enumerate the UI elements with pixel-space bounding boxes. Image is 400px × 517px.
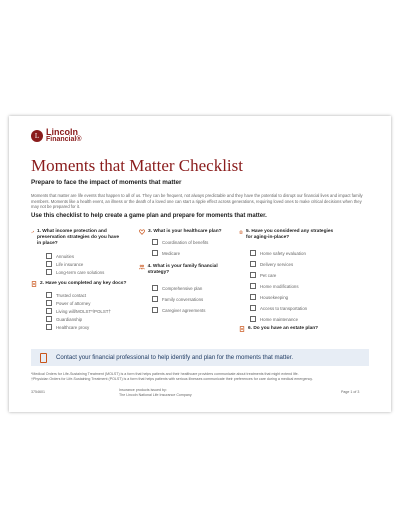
page-title: Moments that Matter Checklist <box>31 156 243 175</box>
checkbox[interactable] <box>46 316 52 322</box>
question-3-label: 3. What is your healthcare plan? <box>148 229 222 234</box>
checkbox[interactable] <box>250 261 256 267</box>
checkbox[interactable] <box>152 307 158 313</box>
option-annuities[interactable]: Annuities <box>46 253 74 259</box>
cta-banner <box>31 349 369 366</box>
option-life-insurance[interactable]: Life insurance <box>46 261 83 267</box>
question-6-label: 6. Do you have an estate plan? <box>248 326 319 331</box>
checkbox[interactable] <box>46 300 52 306</box>
option-home-maintenance[interactable]: Home maintenance <box>250 316 298 322</box>
checkbox[interactable] <box>152 239 158 245</box>
option-medicare[interactable]: Medicare <box>152 250 180 256</box>
house-icon <box>239 229 243 235</box>
question-5 <box>239 229 334 241</box>
brand-wordmark <box>46 128 82 144</box>
question-1 <box>31 229 123 247</box>
question-5-label: 5. Have you considered any strategies for aging-in-place? <box>246 229 334 240</box>
checkbox[interactable] <box>152 296 158 302</box>
question-4 <box>139 264 234 276</box>
checkbox[interactable] <box>46 324 52 330</box>
checklist-lead: Use this checklist to help create a game plan and prepare for moments that matter. <box>31 213 267 219</box>
footnote-molst: *Medical Orders for Life-Sustaining Treatment (MOLST) is a form that helps patients and their healthcare providers communicate about treatments that might extend life. <box>31 372 299 376</box>
people-icon <box>139 264 145 270</box>
cta-text: Contact your financial professional to help identify and plan for the moments that matter. <box>56 354 294 361</box>
footnote-polst: †Physician Orders for Life-Sustaining Treatment (POLST) is a form that helps patients with serious illnesses communicate their preferences for care during a medical emergency. <box>31 377 313 381</box>
option-caregiver-agreements[interactable]: Caregiver agreements <box>152 307 205 313</box>
page-number: Page 1 of 3 <box>341 390 360 394</box>
option-delivery-services[interactable]: Delivery services <box>250 261 293 267</box>
option-trusted-contact[interactable]: Trusted contact <box>46 292 86 298</box>
brand-logo <box>31 128 82 144</box>
question-2-label: 2. Have you completed any key docs? <box>40 281 127 286</box>
checkbox[interactable] <box>250 294 256 300</box>
issuer-line-2: The Lincoln National Life Insurance Company <box>119 393 192 397</box>
document-icon <box>31 281 37 287</box>
intro-paragraph: Moments that matter are life events that happen to all of us. They can be frequent, not always predictable and they have the potential to disrupt our financial lives and impact family members. Moments like a health event, an illness or the death of a loved one can start a ripple effect across generations, requiring loved ones to make critical decisions when they may not be prepared for it. <box>31 193 363 210</box>
option-access-to-transportation[interactable]: Access to transportation <box>250 305 307 311</box>
question-1-label: 1. What income protection and preservation strategies do you have in place? <box>36 229 120 246</box>
brand-line1: Lincoln <box>46 127 78 137</box>
checkbox[interactable] <box>46 292 52 298</box>
option-housekeeping[interactable]: Housekeeping <box>250 294 288 300</box>
checkbox[interactable] <box>46 253 52 259</box>
checkbox[interactable] <box>250 316 256 322</box>
checkbox[interactable] <box>250 250 256 256</box>
option-coordination-of-benefits[interactable]: Coordination of benefits <box>152 239 208 245</box>
brand-line2: Financial® <box>46 136 82 143</box>
option-power-of-attorney[interactable]: Power of attorney <box>46 300 90 306</box>
lincoln-portrait-icon: L <box>31 130 43 142</box>
graph-icon <box>31 229 34 235</box>
option-living-will[interactable]: Living will/MOLST*/POLST† <box>46 308 111 314</box>
option-guardianship[interactable]: Guardianship <box>46 316 82 322</box>
option-pet-care[interactable]: Pet care <box>250 272 276 278</box>
checklist-page <box>9 116 391 412</box>
checkbox[interactable] <box>46 261 52 267</box>
option-family-conversations[interactable]: Family conversations <box>152 296 203 302</box>
checkbox[interactable] <box>250 283 256 289</box>
question-6 <box>239 326 349 332</box>
option-home-safety-evaluation[interactable]: Home safety evaluation <box>250 250 306 256</box>
option-comprehensive-plan[interactable]: Comprehensive plan <box>152 285 202 291</box>
checkbox[interactable] <box>46 308 52 314</box>
option-long-term-care[interactable]: Long-term care solutions <box>46 269 104 275</box>
checkbox[interactable] <box>250 305 256 311</box>
option-home-modifications[interactable]: Home modifications <box>250 283 299 289</box>
document-icon <box>239 326 245 332</box>
checkbox[interactable] <box>46 269 52 275</box>
page-subtitle: Prepare to face the impact of moments that matter <box>31 179 182 186</box>
question-4-label: 4. What is your family financial strategy? <box>147 264 218 275</box>
question-3 <box>139 229 239 235</box>
phone-icon <box>40 353 47 363</box>
option-healthcare-proxy[interactable]: Healthcare proxy <box>46 324 89 330</box>
question-2 <box>31 281 141 287</box>
heart-icon <box>139 229 145 235</box>
issuer-line-1: Insurance products issued by: <box>119 388 167 392</box>
checkbox[interactable] <box>152 285 158 291</box>
checkbox[interactable] <box>250 272 256 278</box>
checkbox[interactable] <box>152 250 158 256</box>
document-code: 3754601 <box>31 390 45 394</box>
